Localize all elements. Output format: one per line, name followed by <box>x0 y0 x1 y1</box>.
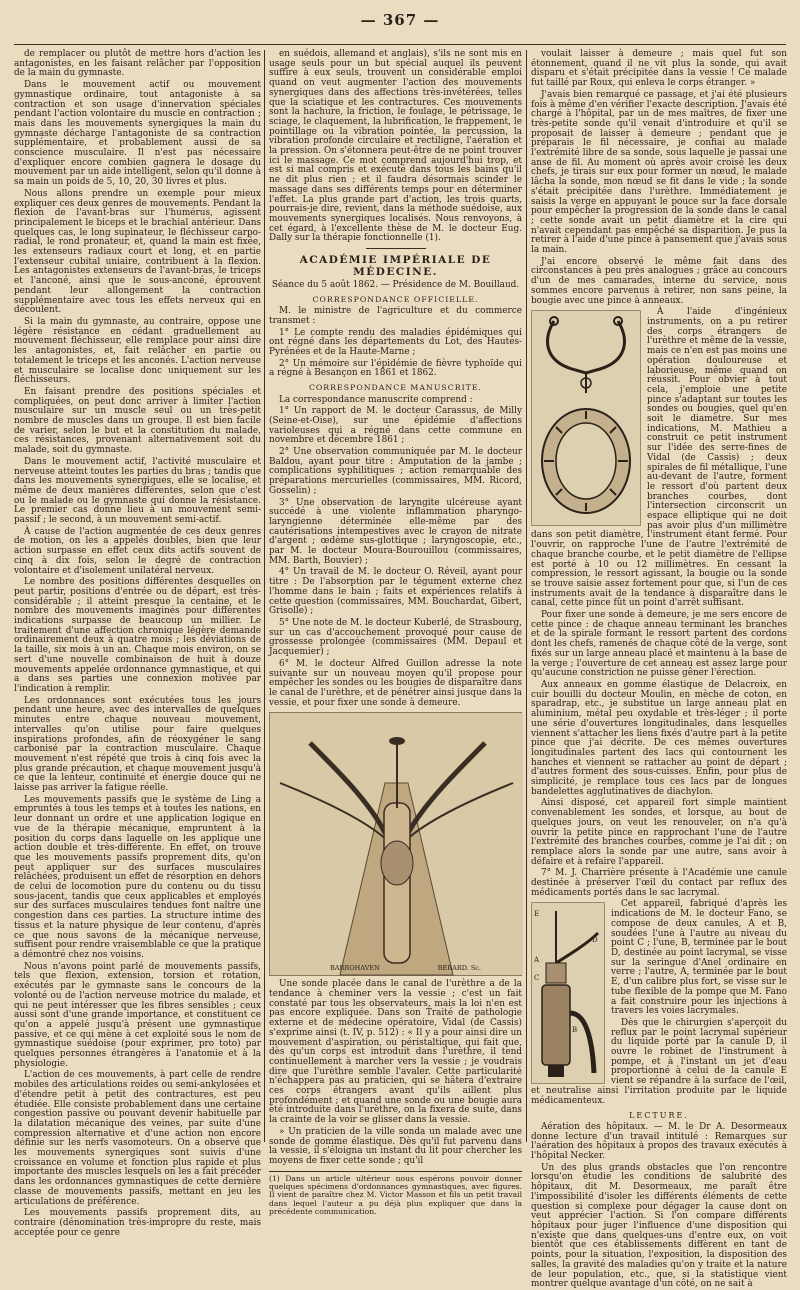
paragraph: de remplacer ou plutôt de mettre hors d'action les antagonistes, en les faisant relâcher par l'opposition de la main du gymnaste. <box>14 49 261 79</box>
label-d: D <box>592 936 598 945</box>
label-b: B <box>572 1026 578 1035</box>
paragraph: À l'aide d'ingénieux instruments, on a pu retirer des corps étrangers de l'urèthre et même de la vessie, mais ce n'en est pas moins une opération douloureuse et laborieuse, même quand on réussit. Pour obvier à tout cela, j'emploie une petite pince s'adaptant sur toutes les sondes ou bougies, quel qu'en soit le diamètre. Sur mes indications, M. Mathieu a construit ce petit instrument sur l'idée des serre-fines de Vidal (de Cassis) ; deux spirales de fil métallique, l'une au-devant de l'autre, forment le ressort d'où partent deux branches courbes, dont l'intersection circonscrit un espace elliptique qui ne doit pas avoir plus d'un millimètre dans son petit diamètre, l'instrument étant fermé. Pour l'ouvrir, on rapproche l'une de l'autre l'extrémité de chaque branche courbe, et le petit diamètre de l'ellipse est porté à 10 ou 12 millimètres. En cessant la compression, le ressort agissant, la bougie ou la sonde se trouve saisie assez fortement pour que, si l'un de ces instruments avait de la tendance à disparaître dans le canal, cette pince fût un point d'arrêt suffisant. <box>531 307 787 609</box>
pince-illustration <box>531 310 641 526</box>
column-divider <box>526 50 527 1142</box>
paragraph: Aux anneaux en gomme élastique de Delacroix, en cuir bouilli du docteur Moulin, en mèche de coton, en sparadrap, etc., je substitue un large anneau plat en aluminium, métal peu oxydable et très-léger ; il porte une série d'ouvertures longitudinales, dans lesquelles viennent s'attacher les liens fixés d'autre part à la petite pince que j'ai décrite. De ces mêmes ouvertures longitudinales partent des lacs qui contournent les hanches et viennent se rattacher au point de départ ; d'autres forment des sous-cuisses. Enfin, pour plus de simplicité, je remplace tous ces lacs par de longues bandelettes agglutinatives de diachylon. <box>531 680 787 797</box>
section-title: LECTURE. <box>629 1111 689 1121</box>
column-3 <box>531 49 787 1290</box>
footnote: (1) Dans un article ultérieur nous espérons pouvoir donner quelques spécimens d'ordonnances gymnastiques, avec figures. Il vient de paraître chez M. Victor Masson et fils un petit travail dans lequel l'auteur a pu déjà plus expliquer que dans la précédente communication. <box>269 1171 522 1217</box>
seance-line: Séance du 5 août 1862. — Présidence de M. Bouillaud. <box>271 279 520 290</box>
paragraph: Aération des hôpitaux. — M. le Dr A. Desormeaux donne lecture d'un travail intitulé : Remarques sur l'aération des hôpitaux à propos des travaux exécutés à l'hôpital Necker. <box>531 1121 787 1162</box>
header-rule <box>14 44 786 45</box>
paragraph: 7° M. J. Charrière présente à l'Académie une canule destinée à préserver l'œil du contact par reflux des médicaments portés dans le sac lacrymal. <box>531 868 787 898</box>
urethral-probe-illustration <box>269 712 522 976</box>
probe-engraving <box>270 713 523 975</box>
subsection-title: CORRESPONDANCE MANUSCRITE. <box>308 383 483 393</box>
paragraph: 1° Un rapport de M. le docteur Carassus, de Milly (Seine-et-Oise), sur une épidémie d'affections varioleuses qui a régné dans cette commune en novembre et décembre 1861 ; <box>269 406 522 446</box>
paragraph: Dès que le chirurgien s'aperçoit du reflux par le point lacrymal supérieur du liquide porté par la canule D, il ouvre le robinet de l'instrument à pompe, et à l'instant un jet d'eau proportionné à celui de la canule E vient se répandre à la surface de l'œil, et neutralise ainsi l'irritation produite par le liquide médicamenteux. <box>531 1017 787 1106</box>
pince-engraving <box>532 311 640 525</box>
paragraph: L'action de ces mouvements, à part celle de rendre mobiles des articulations roides ou semi-ankylosées et d'étendre petit à petit des contractures, est peu étudiée. Elle consiste probablement dans une certaine congestion passive ou pouvant devenir habituelle par la dilatation mécanique des veines, par suite d'une compression alternative et d'une action non encore définie sur les nerfs vasomoteurs. On a observé que les mouvements synergiques sont suivis d'une croissance en volume et fonction plus rapide et plus importante des muscles lesquels on les a fait précéder dans les ordonnances gymnastiques de cette dernière classe de mouvements passifs, mettant en jeu les articulations de préférence. <box>14 1070 261 1207</box>
paragraph: Une sonde placée dans le canal de l'urèthre a de la tendance à cheminer vers la vessie ; c'est un fait constaté par tous les observateurs, mais la loi n'en est pas encore expliquée. Dans son Traité de pathologie externe et de médecine opératoire, Vidal (de Cassis) s'exprime ainsi (t. IV, p. 512) : « Il y a pour ainsi dire un mouvement d'aspiration, ou péristaltique, qui fait que, dès qu'un corps est introduit dans l'urèthre, il tend continuellement à marcher vers la vessie ; je voudrais dire que l'urèthre semble l'avaler. Cette particularité n'échappera pas au praticien, qui se hâtera d'extraire ces corps étrangers avant qu'ils aillent plus profondément ; et quand une sonde ou une bougie aura été introduite dans l'urèthre, on la fixera de suite, dans la crainte de la voir se glisser dans la vessie. <box>269 979 522 1126</box>
paragraph: 3° Une observation de laryngite ulcéreuse ayant succédé à une violente inflammation pharyngo-laryngienne déterminée elle-même par des cautérisations intempestives avec le crayon de nitrate d'argent ; œdème sus-glottique ; laryngoscopie, etc., par M. le docteur Moura-Bourouillou (commissaires, MM. Barth, Bouvier) ; <box>269 497 522 566</box>
paragraph: J'avais bien remarqué ce passage, et j'ai été plusieurs fois à même d'en vérifier l'exacte description. J'avais été chargé à l'hôpital, par un de mes maîtres, de fixer une très-petite sonde qu'il venait d'introduire et qu'il se proposait de laisser à demeure ; pendant que je préparais le fil nécessaire, je confiai au malade l'extrémité libre de sa sonde, sous laquelle je passai une anse de fil. Au moment où après avoir croisé les deux chefs, je tirais sur eux pour former un nœud, le malade lâcha la sonde, mon nœud se fit dans le vide ; la sonde s'était précipitée dans l'urèthre. Immédiatement je saisis la verge en appuyant le pouce sur la face dorsale pour empêcher la progression de la sonde dans le canal ; cette sonde avait un petit diamètre et la cire qui n'avait cependant pas empêché sa disparition. Je pus la retirer à l'aide d'une pince à pansement que j'avais sous la main. <box>531 89 787 256</box>
paragraph: Les mouvements passifs proprement dits, au contraire (dénomination très-impropre du reste, mais acceptée pour ce genre <box>14 1208 261 1238</box>
paragraph: Le nombre des positions différentes desquelles on peut partir, positions d'entrée ou de départ, est très-considérable ; il atteint presque la centaine, et le nombre des mouvements imaginés pour différentes indications surpasse de beaucoup un millier. Le traitement d'une affection chronique légère demande ordinairement deux à quatre mois ; les déviations de la taille, six mois à un an. Chaque mois environ, on se sert d'une nouvelle combinaison de huit à douze mouvements appelée ordonnance gymnastique, et qui a dans ses parties une connexion motivée par l'indication à remplir. <box>14 577 261 694</box>
page-number: — 367 — <box>360 11 440 29</box>
column-1 <box>14 49 261 1238</box>
column-2 <box>269 49 522 1217</box>
section-title: ACADÉMIE IMPÉRIALE DE MÉDECINE. <box>299 254 492 278</box>
paragraph: M. le ministre de l'agriculture et du commerce transmet : <box>269 306 522 326</box>
paragraph: voulait laisser à demeure ; mais quel fut son étonnement, quand il ne vit plus la sonde, qui avait disparu et s'était précipitée dans la vessie ! Ce malade fut taillé par Roux, qui enleva le corps étranger. » <box>531 49 787 89</box>
label-a: A <box>534 956 540 965</box>
label-e: E <box>534 910 540 919</box>
paragraph: » Un praticien de la ville sonda un malade avec une sonde de gomme élastique. Dès qu'il fut parvenu dans la vessie, il s'éloigna un instant du lit pour chercher les moyens de fixer cette sonde ; qu'il <box>269 1126 522 1166</box>
paragraph: 2° Une observation communiquée par M. le docteur Baldou, ayant pour titre : Amputation de la jambe ; complications syphilitiques ; action remarquable des préparations mercurielles (commissaires, MM. Ricord, Gosselin) ; <box>269 447 522 496</box>
paragraph: 5° Une note de M. le docteur Kuberlé, de Strasbourg, sur un cas d'accouchement provoqué pour cause de grossesse prolongée (commissaires (MM. Depaul et Jacquemier) ; <box>269 618 522 658</box>
canule-engraving <box>532 903 604 1083</box>
paragraph: Pour fixer une sonde à demeure, je me sers encore de cette pince : de chaque anneau terminant les branches et de la spirale formant le ressort partent des cordons dont les chefs, ramenés de chaque côté de la verge, sont fixés sur un large anneau placé et maintenu à la base de la verge ; l'ouverture de cet anneau est assez large pour qu'aucune constriction ne puisse gêner l'érection. <box>531 610 787 679</box>
paragraph: 2° Un mémoire sur l'épidémie de fièvre typhoïde qui a régné à Besançon en 1861 et 1862. <box>269 358 522 379</box>
paragraph: À cause de l'action augmentée de ces deux genres de motion, on les a appelés doubles, bien que leur action surpasse en effet ceux dits actifs souvent de cinq à dix fois, selon le degré de contraction volontaire et d'isolement unilatéral nerveux. <box>14 526 261 576</box>
paragraph: Les mouvements passifs que le système de Ling a empruntés à tous les temps et à toutes les nations, en leur donnant un ordre et une application logique en vue de la thérapie mécanique, empruntent à la position du corps dans laquelle on les applique une action double et très-différente. En effet, on trouve que les mouvements passifs proprement dits, qu'on peut appliquer sur des surfaces musculaires relâchées, produisent un effet de résorption en dehors de celui de locomotion pure du contenu ou du tissu sous-jacent, tandis que ceux applicables et employés sur des surfaces musculaires tendues font naître une congestion dans ces parties. La structure intime des tissus et la nature physique de leur contenu, d'après ce que nous savons de la mécanique nerveuse, suffisent pour rendre vraisemblable ce que la pratique a démontré chez nos voisins. <box>14 794 261 960</box>
paragraph: Dans le mouvement actif, l'activité musculaire et nerveuse atteint toutes les parties du bras ; tandis que dans les mouvements synergiques, elle se localise, et même de deux manières différentes, selon que c'est ou le malade ou le gymnaste qui donne la résistance. Le premier cas donne lieu à un mouvement semi-passif ; le second, à un mouvement semi-actif. <box>14 456 261 526</box>
column-divider <box>264 50 265 1142</box>
paragraph: La correspondance manuscrite comprend : <box>279 394 473 405</box>
paragraph: en suédois, allemand et anglais), s'ils ne sont mis en usage seuls pour un but spécial auquel ils peuvent suffire à eux seuls, trouvent un considérable emploi quand on veut augmenter l'action des mouvements synergiques dans des affections très-invétérées, telles que la sciatique et les contractures. Ces mouvements sont la hachure, la friction, le foulage, le pétrissage, le sciage, le claquement, la lubrification, le frappement, le pointillage ou la vibration pointée, la percussion, la vibration profonde circulaire et rectiligne, l'aération et la pression. On s'étonnera peut-être de ne point trouver ici le massage. Ce mot comprend aujourd'hui trop, et est si mal compris et exécuté dans tous les bains qu'il ne dit plus rien ; et il faudra désormais scinder le massage dans ses différents temps pour en déterminer l'effet. La plus grande part d'action, les trois quarts, pourrais-je dire, revient, dans la méthode suédoise, aux mouvements synergiques localisés. Nous renvoyons, à cet égard, à l'excellente thèse de M. le docteur Eug. Dally sur la thérapie fonctionnelle (1). <box>269 49 522 244</box>
section-rule <box>366 248 426 249</box>
paragraph: En faisant prendre des positions spéciales et compliquées, on peut donc arriver à limiter l'action musculaire sur un muscle seul ou un très-petit nombre de muscles dans un groupe. Il est bien facile de varier, selon le but et la constitution du malade, ces résistances, provenant alternativement soit du malade, soit du gymnaste. <box>14 386 261 456</box>
paragraph: Les ordonnances sont exécutées tous les jours pendant une heure, avec des intervalles de quelques minutes entre chaque nouveau mouvement, intervalles qu'on utilise pour faire quelques inspirations profondes, afin de réoxygéner le sang carbonisé par la contraction musculaire. Chaque mouvement n'est répété que trois à cinq fois avec la plus grande précaution, et chaque mouvement jusqu'à ce que la lenteur, continuité et énergie douce qui ne laisse pas arriver la fatigue réelle. <box>14 695 261 794</box>
label-c: C <box>534 974 540 983</box>
engraver-credit: BÉRARD. Sc. <box>437 964 481 973</box>
paragraph: J'ai encore observé le même fait dans des circonstances à peu près analogues ; grâce au concours d'un de mes camarades, interne du service, nous sommes encore parvenus à retirer, non sans peine, la bougie avec une pince à anneaux. <box>531 256 787 306</box>
paragraph: Nous allons prendre un exemple pour mieux expliquer ces deux genres de mouvements. Pendant la flexion de l'avant-bras sur l'humérus, agissent principalement le biceps et le brachial antérieur. Dans quelques cas, le long supinateur, le fléchisseur carpo-radial, le rond pronateur, et, quand la main est fixée, les extenseurs radiaux court et long, et en partie l'extenseur cubital uniaire, contribuent à la flexion. Les antagonistes extenseurs de l'avant-bras, le triceps et l'anconé, ainsi que le sous-anconé, éprouvent pendant leur allongement la contraction supplémentaire avec tous les effets nerveux qui en découlent. <box>14 188 261 316</box>
paragraph: Dans le mouvement actif ou mouvement gymnastique ordinaire, tout antagoniste à sa contraction et son usage d'innervation spéciales pendant l'action volontaire du muscle en contraction ; mais dans les mouvements synergiques la main du gymnaste décharge l'antagoniste de sa contraction supplémentaire, et probablement aussi de sa conscience musculaire. Il n'est pas nécessaire d'expliquer encore combien gagnera le dosage du mouvement par un aide intelligent, selon qu'il donne à sa main un poids de 5, 10, 20, 30 livres et plus. <box>14 80 261 188</box>
paragraph: Si la main du gymnaste, au contraire, oppose une légère résistance en cédant graduellement au mouvement fléchisseur, elle remplace pour ainsi dire les antagonistes, et, fait relâcher en partie ou totalement le triceps et les anconés. L'action nerveuse et musculaire se localise donc uniquement sur les fléchisseurs. <box>14 316 261 386</box>
paragraph: 6° M. le docteur Alfred Guillon adresse la note suivante sur un nouveau moyen qu'il propose pour empêcher les sondes ou les bougies de disparaître dans le canal de l'urèthre, et de pénétrer ainsi jusque dans la vessie, et pour fixer une sonde à demeure. <box>269 658 522 708</box>
engraver-credit: BARROHAVEN <box>330 964 380 973</box>
paragraph: Un des plus grands obstacles que l'on rencontre lorsqu'on étudie les conditions de salubrité des hôpitaux, dit M. Desormeaux, me paraît être l'impossibilité d'isoler les différents éléments de cette question si complexe pour dégager la cause dont on veut apprécier l'action. Si l'on compare différents hôpitaux pour juger l'influence d'une disposition qui n'existe que dans quelques-uns d'entre eux, on voit bientôt que ces établissements diffèrent en tant de points, pour la situation, l'exposition, la disposition des salles, la gravité des maladies qu'on y traite et la nature de leur population, etc., que, si la statistique vient montrer quelque avantage d'un côté, on ne sait à <box>531 1162 787 1290</box>
paragraph: Ainsi disposé, cet appareil fort simple maintient convenablement les sondes, et lorsque, au bout de quelques jours, on veut les renouveler, on n'a qu'à ouvrir la petite pince en rapprochant l'une de l'autre l'extrémité des branches courbes, comme je l'ai dit ; on remplace alors la sonde par une autre, sans avoir à défaire et à refaire l'appareil. <box>531 798 787 867</box>
paragraph: Nous n'avons point parlé de mouvements passifs, tels que flexion, extension, torsion et rotation, exécutés par le gymnaste sans le concours de la volonté ou de l'action nerveuse motrice du malade, et qui ne peut intéresser que les fibres sensibles ; ceux aussi sont d'une grande importance, et constituent ce qu'on a appelé jusqu'à présent une gymnastique passive, et ce qui mène à cet exploité sous le nom de gymnastique suédoise (pour exprimer, pro toto) par quelques personnes étrangères à l'anatomie et à la physiologie. <box>14 961 261 1069</box>
paragraph: 4° Un travail de M. le docteur O. Réveil, ayant pour titre : De l'absorption par le tégument externe chez l'homme dans le bain ; faits et expériences relatifs à cette question (commissaires, MM. Bouchardat, Gibert, Grisolle) ; <box>269 567 522 617</box>
canule-illustration <box>531 902 605 1084</box>
page-header <box>0 0 800 40</box>
paragraph: Cet appareil, fabriqué d'après les indications de M. le docteur Fano, se compose de deux canules, A et B, soudées l'une à l'autre au niveau du point C ; l'une, B, terminée par le bout D, destinée au point lacrymal, se visse sur la seringue d'Anel ordinaire en verre ; l'autre, A, terminée par le bout E, d'un calibre plus fort, se visse sur le tube flexible de la pompe que M. Fano a fait construire pour les injections à travers les voies lacrymales. <box>611 899 787 1017</box>
subsection-title: CORRESPONDANCE OFFICIELLE. <box>312 294 479 304</box>
paragraph: 1° Le compte rendu des maladies épidémiques qui ont régné dans les départements du Lot, des Hautes-Pyrénées et de la Haute-Marne ; <box>269 327 522 357</box>
